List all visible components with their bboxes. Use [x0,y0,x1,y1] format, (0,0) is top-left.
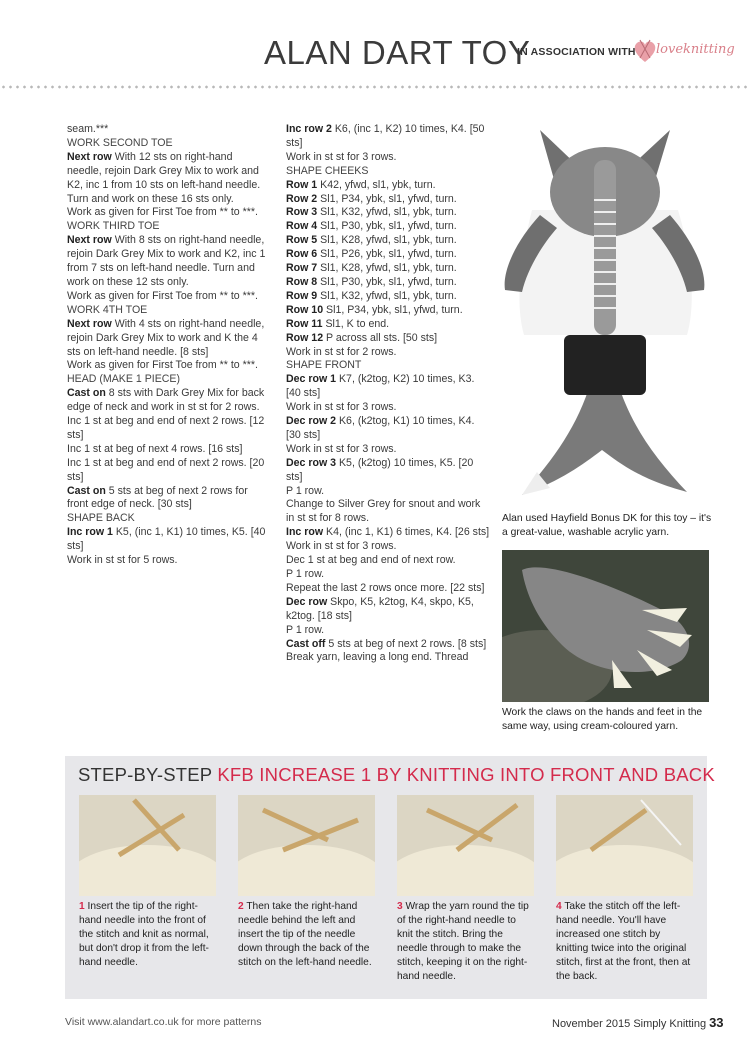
text-line: seam.*** [67,123,109,135]
knitting-needle-image [79,795,216,896]
step-3-text: 3 Wrap the yarn round the tip of the right-hand needle to knit the stitch. Bring the needle through to make the stitch, keeping it on the right-hand needle. [397,901,529,982]
step-4-photo [556,795,693,896]
instruction: Dec row 2 K6, (k2tog, K1) 10 times, K4. [30 sts] [286,415,475,441]
instruction: P 1 row. [286,568,325,580]
instruction: Work in st st for 3 rows. [286,442,397,455]
instruction: Work as given for First Toe from ** to ***. [67,359,258,372]
instruction: Dec row Skpo, K5, k2tog, K4, skpo, K5, k2tog. [18 sts] [286,595,474,622]
instruction: Work in st st for 5 rows. [67,554,178,567]
instruction: Dec 1 st at beg and end of next row. [286,554,456,567]
section-heading: SHAPE FRONT [286,359,362,372]
instruction: Next row With 12 sts on right-hand needle, rejoin Dark Grey Mix to work and K2, inc 1 from 10 sts on left-hand needle. Turn and work on these 16 sts only. [67,150,261,205]
instruction: Cast on 8 sts with Dark Grey Mix for back edge of neck and work in st st for 2 rows. [67,387,265,414]
step-2-text: 2 Then take the right-hand needle behind the left and insert the tip of the needle down through the back of the stitch on the left-hand needle. [238,901,372,968]
instruction: Dec row 1 K7, (k2tog, K2) 10 times, K3. [40 sts] [286,373,475,400]
page-header-title: ALAN DART TOY [264,34,531,71]
step-1-photo [79,795,216,896]
step-4-text: 4 Take the stitch off the left-hand needle. You'll have increased one stitch by knitting twice into the original stitch, first at the front, then at the back. [556,901,691,982]
row-instruction: Row 7 Sl1, K28, yfwd, sl1, ybk, turn. [286,262,457,275]
association-label: IN ASSOCIATION WITH [517,46,636,58]
row-instruction: Row 11 Sl1, K to end. [286,317,390,330]
instruction: Inc 1 st at beg and end of next 2 rows. [12 sts] [67,415,265,441]
row-instruction: Row 9 Sl1, K32, yfwd, sl1, ybk, turn. [286,289,457,302]
knitting-needle-image [556,795,693,896]
section-heading: WORK THIRD TOE [67,220,160,233]
row-instruction: Row 12 P across all sts. [50 sts] [286,331,438,344]
pattern-column-1 [67,123,267,568]
row-instruction: Row 8 Sl1, P30, ybk, sl1, yfwd, turn. [286,275,457,288]
row-instruction: Row 1 K42, yfwd, sl1, ybk, turn. [286,178,436,191]
instruction: Inc row 1 K5, (inc 1, K1) 10 times, K5. [40 sts] [67,526,266,553]
instruction: Inc 1 st at beg of next 4 rows. [16 sts] [67,442,243,455]
instruction: Inc 1 st at beg and end of next 2 rows. [20 sts] [67,456,265,483]
instruction: Break yarn, leaving a long end. Thread [286,651,469,664]
section-heading: HEAD (MAKE 1 PIECE) [67,373,181,386]
wolf-toy-photo [502,120,709,508]
instruction: Work in st st for 3 rows. [286,150,397,163]
instruction: Next row With 4 sts on right-hand needle, rejoin Dark Grey Mix to work and K the 4 sts on left-hand needle. [8 sts] [67,317,265,358]
instruction: P 1 row. [286,484,325,497]
footer-issue: November 2015 Simply Knitting 33 [552,1015,724,1030]
instruction: Cast on 5 sts at beg of next 2 rows for front edge of neck. [30 sts] [67,484,248,511]
row-instruction: Row 10 Sl1, P34, ybk, sl1, yfwd, turn. [286,303,463,316]
row-instruction: Row 6 Sl1, P26, ybk, sl1, yfwd, turn. [286,248,457,261]
row-instruction: Row 4 Sl1, P30, ybk, sl1, yfwd, turn. [286,220,457,233]
claws-photo-caption: Work the claws on the hands and feet in the same way, using cream-coloured yarn. [502,707,703,732]
instruction: Repeat the last 2 rows once more. [22 sts] [286,581,485,594]
instruction: Work in st st for 3 rows. [286,540,397,553]
claws-photo [502,550,709,702]
knitting-needle-image [397,795,534,896]
instruction: P 1 row. [286,623,325,636]
instruction: Work in st st for 3 rows. [286,401,397,414]
instruction: Inc row K4, (inc 1, K1) 6 times, K4. [26 sts] [286,526,490,539]
row-instruction: Row 5 Sl1, K28, yfwd, sl1, ybk, turn. [286,234,457,247]
instruction: Next row With 8 sts on right-hand needle, rejoin Dark Grey Mix to work and K2, inc 1 from 7 sts on left-hand needle. Turn and work on these 12 sts only. [67,234,266,288]
footer-website: Visit www.alandart.co.uk for more patterns [65,1016,262,1028]
section-heading: SHAPE CHEEKS [286,164,369,177]
wolf-toy-illustration [502,120,709,508]
step-1-text: 1 Insert the tip of the right-hand needle into the front of the stitch and knit as normal, but don't drop it from the left-hand needle. [79,901,209,968]
knitting-needle-image [238,795,375,896]
claws-illustration [502,550,709,702]
step-3-photo [397,795,534,896]
dotted-divider [0,85,750,89]
loveknitting-logo-text: loveknitting [656,42,735,57]
section-heading: WORK SECOND TOE [67,136,173,149]
page-number: 33 [709,1015,724,1030]
instruction: Work as given for First Toe from ** to ***. [67,289,258,302]
section-heading: SHAPE BACK [67,512,135,525]
instruction: Work in st st for 2 rows. [286,345,397,358]
section-heading: WORK 4TH TOE [67,303,148,316]
instruction: Inc row 2 K6, (inc 1, K2) 10 times, K4. [50 sts] [286,123,485,149]
instruction: Change to Silver Grey for snout and work in st st for 8 rows. [286,498,481,525]
instruction: Work as given for First Toe from ** to ***. [67,206,258,219]
row-instruction: Row 3 Sl1, K32, yfwd, sl1, ybk, turn. [286,206,457,219]
wolf-photo-caption: Alan used Hayfield Bonus DK for this toy – it's a great-value, washable acrylic yarn. [502,513,712,538]
step-2-photo [238,795,375,896]
row-instruction: Row 2 Sl1, P34, ybk, sl1, yfwd, turn. [286,192,457,205]
pattern-column-2 [286,123,491,665]
instruction: Cast off 5 sts at beg of next 2 rows. [8 sts] [286,637,487,650]
step-by-step-title: STEP-BY-STEP KFB INCREASE 1 BY KNITTING INTO FRONT AND BACK [78,764,715,785]
instruction: Dec row 3 K5, (k2tog) 10 times, K5. [20 sts] [286,456,474,483]
